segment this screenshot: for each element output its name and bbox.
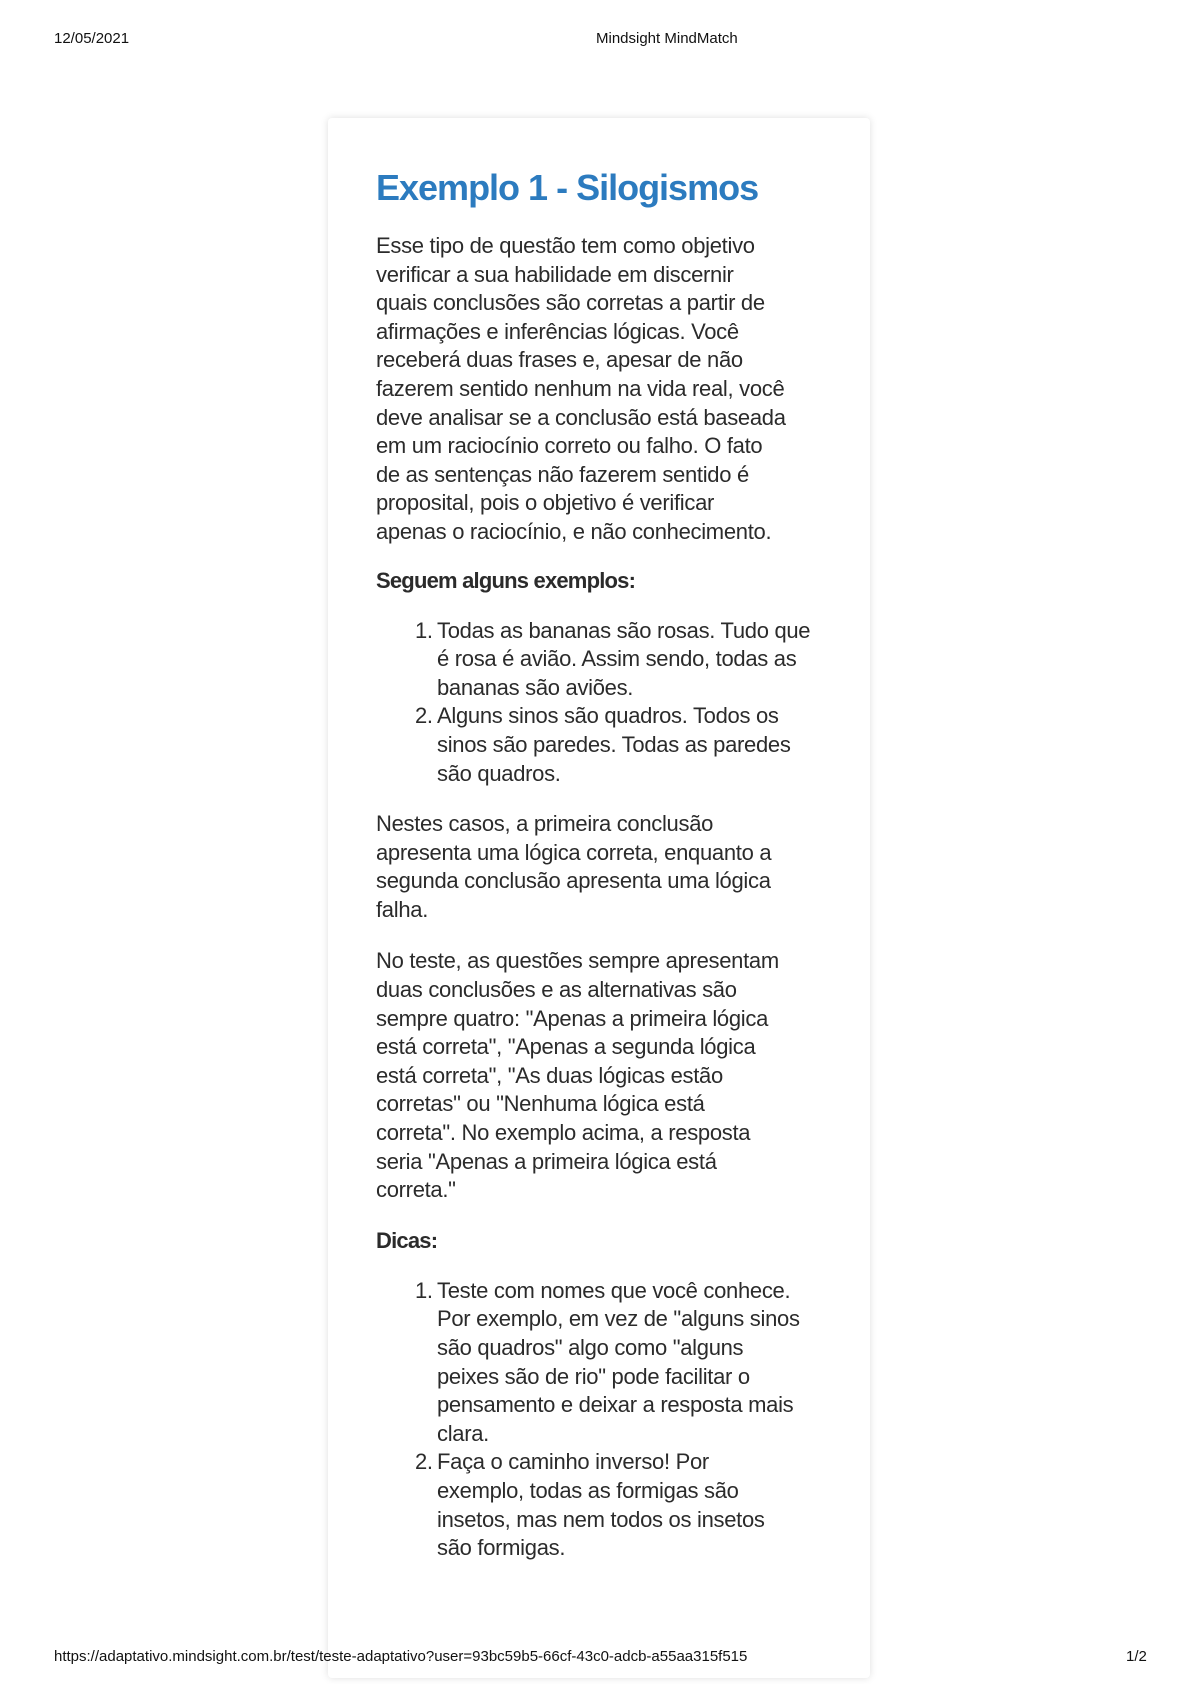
text-line: Teste com nomes que você conhece. (437, 1277, 791, 1303)
page-number: 1/2 (1126, 1648, 1147, 1665)
text-line: seria "Apenas a primeira lógica está (376, 1148, 717, 1174)
text-line: peixes são de rio" pode facilitar o (437, 1363, 750, 1389)
text-line: clara. (437, 1420, 489, 1446)
list-item (376, 617, 846, 703)
text-line: corretas" ou "Nenhuma lógica está (376, 1091, 705, 1117)
text-line: sinos são paredes. Todas as paredes (437, 731, 791, 757)
text-line: No teste, as questões sempre apresentam (376, 948, 779, 974)
text-line: fazerem sentido nenhum na vida real, você (376, 375, 785, 401)
text-line: deve analisar se a conclusão está baseada (376, 404, 786, 430)
list-number: 2. (415, 703, 433, 729)
text-line: pensamento e deixar a resposta mais (437, 1392, 794, 1418)
text-line: Nestes casos, a primeira conclusão (376, 811, 714, 837)
text-line: Faça o caminho inverso! Por (437, 1449, 709, 1475)
text-line: apresenta uma lógica correta, enquanto a (376, 839, 772, 865)
text-line: falha. (376, 896, 429, 922)
text-line: verificar a sua habilidade em discernir (376, 261, 734, 287)
text-line: insetos, mas nem todos os insetos (437, 1506, 765, 1532)
text-line: quais conclusões são corretas a partir de (376, 290, 765, 316)
test-paragraph (376, 947, 846, 1204)
text-line: são formigas. (437, 1535, 566, 1561)
cases-paragraph (376, 810, 846, 924)
text-line: de as sentenças não fazerem sentido é (376, 461, 749, 487)
text-line: Esse tipo de questão tem como objetivo (376, 233, 755, 258)
text-line: Todas as bananas são rosas. Tudo que (437, 617, 811, 643)
text-line: exemplo, todas as formigas são (437, 1477, 739, 1503)
text-line: apenas o raciocínio, e não conhecimento. (376, 518, 772, 544)
text-line: bananas são aviões. (437, 674, 634, 700)
intro-paragraph (376, 232, 846, 547)
list-item (376, 702, 846, 788)
text-line: são quadros. (437, 760, 561, 786)
text-line: são quadros" algo como "alguns (437, 1335, 744, 1360)
text-line: correta." (376, 1177, 456, 1203)
text-line: afirmações e inferências lógicas. Você (376, 318, 739, 344)
text-line: sempre quatro: "Apenas a primeira lógica (376, 1005, 769, 1031)
page-title: Exemplo 1 - Silogismos (376, 167, 759, 208)
tips-heading: Dicas: (376, 1227, 438, 1253)
text-line: em um raciocínio correto ou falho. O fato (376, 433, 763, 459)
text-line: Por exemplo, em vez de "alguns sinos (437, 1306, 800, 1332)
text-line: correta". No exemplo acima, a resposta (376, 1120, 751, 1146)
list-number: 1. (415, 1277, 433, 1303)
text-line: duas conclusões e as alternativas são (376, 977, 737, 1003)
page-url: https://adaptativo.mindsight.com.br/test/teste-adaptativo?user=93bc59b5-66cf-43c0-adcb-a55aa315f515 (54, 1648, 748, 1665)
text-line: segunda conclusão apresenta uma lógica (376, 868, 771, 894)
list-number: 2. (415, 1449, 433, 1475)
examples-heading: Seguem alguns exemplos: (376, 567, 636, 593)
text-line: está correta", "As duas lógicas estão (376, 1062, 723, 1088)
tips-list (376, 1277, 846, 1563)
text-line: receberá duas frases e, apesar de não (376, 347, 743, 373)
content-card (328, 118, 870, 1678)
text-line: é rosa é avião. Assim sendo, todas as (437, 646, 797, 672)
examples-list (376, 617, 846, 789)
text-line: está correta", "Apenas a segunda lógica (376, 1034, 756, 1060)
list-item (376, 1448, 846, 1562)
list-item (376, 1277, 846, 1449)
print-title: Mindsight MindMatch (596, 30, 738, 47)
text-line: Alguns sinos são quadros. Todos os (437, 703, 779, 729)
text-line: proposital, pois o objetivo é verificar (376, 490, 715, 516)
print-date: 12/05/2021 (54, 30, 130, 47)
list-number: 1. (415, 617, 433, 643)
